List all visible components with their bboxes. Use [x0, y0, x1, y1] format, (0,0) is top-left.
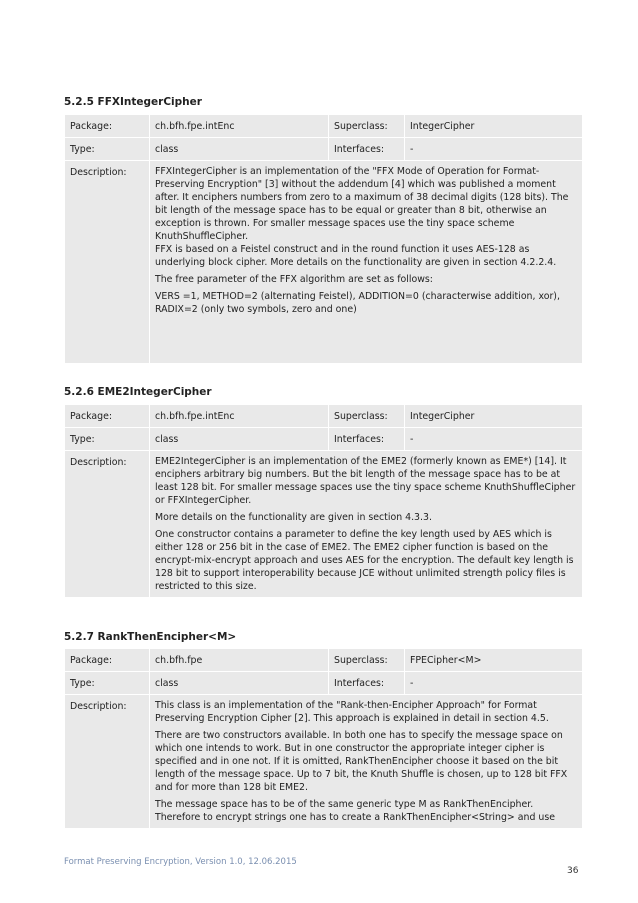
- description-label: Description:: [65, 161, 150, 364]
- package-value: ch.bfh.fpe: [150, 649, 329, 672]
- footer-document-info: Format Preserving Encryption, Version 1.0, 12.06.2015: [64, 857, 297, 867]
- description-paragraph: FFXIntegerCipher is an implementation of the "FFX Mode of Operation for Format-Preserving Encryption" [3] without the addendum [4] which was published a moment after. It enciphers numbers from zero to a maximum of 38 decimal digits (128 bits). The bit length of the message space has to be equal or greater than 8 bit, otherwise an exception is thrown. For smaller message spaces use the tiny space scheme KnuthShuffleCipher. FFX is based on a Feistel construct and in the round function it uses AES-128 as underlying block cipher. More details on the functionality are given in section 4.2.2.4.: [155, 166, 569, 268]
- description-paragraph: This class is an implementation of the "Rank-then-Encipher Approach" for Format Preserving Encryption Cipher [2]. This approach is explained in detail in section 4.5.: [155, 700, 549, 724]
- type-label: Type:: [65, 138, 150, 161]
- description-cell: [150, 451, 583, 598]
- description-cell: [150, 695, 583, 829]
- interfaces-label: Interfaces:: [329, 428, 405, 451]
- description-paragraph: One constructor contains a parameter to define the key length used by AES which is either 128 or 256 bit in the case of EME2. The EME2 cipher function is based on the encrypt-mix-encrypt approach and uses AES for the encryption. The default key length is 128 bit to support interoperability because JCE without unlimited strength policy files is restricted to this size.: [155, 529, 574, 592]
- section-title-ffx: 5.2.5 FFXIntegerCipher: [64, 96, 202, 108]
- description-paragraph: More details on the functionality are given in section 4.3.3.: [155, 512, 432, 523]
- class-table-eme2: [64, 404, 583, 598]
- page-number: 36: [567, 866, 579, 876]
- interfaces-value: -: [405, 428, 583, 451]
- package-label: Package:: [65, 405, 150, 428]
- type-value: class: [150, 428, 329, 451]
- description-paragraph: VERS =1, METHOD=2 (alternating Feistel), ADDITION=0 (characterwise addition, xor), RADIX=2 (only two symbols, zero and one): [155, 291, 560, 315]
- type-value: class: [150, 138, 329, 161]
- description-label: Description:: [65, 451, 150, 598]
- superclass-label: Superclass:: [329, 115, 405, 138]
- description-cell: [150, 161, 583, 364]
- type-value: class: [150, 672, 329, 695]
- class-table-ffx: [64, 114, 583, 364]
- section-title-rank-then-encipher: 5.2.7 RankThenEncipher<M>: [64, 631, 237, 643]
- description-paragraph: There are two constructors available. In both one has to specify the message space on which one intends to work. But in one constructor the appropriate integer cipher is specified and in one not. If it is omitted, RankThenEncipher choose it based on the bit length of the message space. Up to 7 bit, the Knuth Shuffle is chosen, up to 128 bit FFX and for more than 128 bit EME2.: [155, 730, 568, 793]
- description-paragraph: The message space has to be of the same generic type M as RankThenEncipher. Therefore to encrypt strings one has to create a RankThenEncipher<String> and use: [155, 799, 555, 823]
- interfaces-label: Interfaces:: [329, 138, 405, 161]
- package-label: Package:: [65, 649, 150, 672]
- description-paragraph: EME2IntegerCipher is an implementation of the EME2 (formerly known as EME*) [14]. It enciphers arbitrary big numbers. But the bit length of the message space has to be at least 128 bit. For smaller message spaces use the tiny space scheme KnuthShuffleCipher or FFXIntegerCipher.: [155, 456, 576, 506]
- interfaces-label: Interfaces:: [329, 672, 405, 695]
- package-value: ch.bfh.fpe.intEnc: [150, 405, 329, 428]
- description-label: Description:: [65, 695, 150, 829]
- package-label: Package:: [65, 115, 150, 138]
- superclass-value: IntegerCipher: [405, 115, 583, 138]
- class-table-rank-then-encipher: [64, 648, 583, 829]
- superclass-label: Superclass:: [329, 405, 405, 428]
- type-label: Type:: [65, 428, 150, 451]
- superclass-value: IntegerCipher: [405, 405, 583, 428]
- superclass-label: Superclass:: [329, 649, 405, 672]
- package-value: ch.bfh.fpe.intEnc: [150, 115, 329, 138]
- interfaces-value: -: [405, 138, 583, 161]
- section-title-eme2: 5.2.6 EME2IntegerCipher: [64, 386, 212, 398]
- type-label: Type:: [65, 672, 150, 695]
- interfaces-value: -: [405, 672, 583, 695]
- superclass-value: FPECipher<M>: [405, 649, 583, 672]
- description-paragraph: The free parameter of the FFX algorithm are set as follows:: [155, 274, 433, 285]
